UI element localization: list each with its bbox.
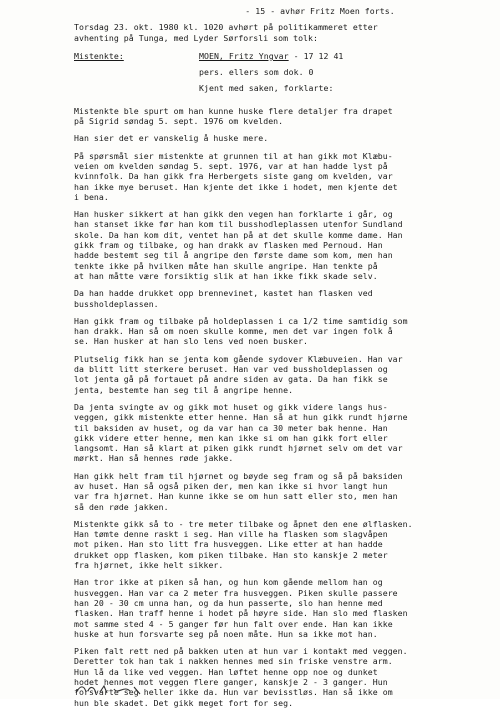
paragraph: Da han hadde drukket opp brennevinet, kastet han flasken ved bussholdeplassen. — [74, 288, 373, 309]
suspect-label: Mistenkte: — [74, 50, 124, 61]
signature-mark — [74, 683, 194, 697]
paragraph: Han husker sikkert at han gikk den vegen han forklarte i går, og han stanset ikke før han kom til busshodleplassen utenfor Sundland skole. Da han kom dit, ventet han på at det skulle komme dame. Han gikk fram og tilbake, og han drakk av flasken med Pernoud. Han hadde bestemt seg til å angripe den første dame som kom, men han tenkte ikke på hvilken måte han skulle angripe. Han tenkte på at han måtte være forsiktig slik at han ikke fikk skade selv. — [74, 209, 403, 281]
paragraph: Han sier det er vanskelig å huske mere. — [74, 133, 269, 144]
page-header: - 15 - avhør Fritz Moen forts. — [245, 6, 395, 16]
suspect-dob: - 17 12 41 — [288, 50, 344, 61]
suspect-pers: pers. ellers som dok. 0 — [199, 67, 314, 78]
intro-paragraph: Torsdag 23. okt. 1980 kl. 1020 avhørt på politikammeret etter avhenting på Tunga, med Lyder Sørforsli som tolk: — [74, 22, 378, 43]
suspect-known: Kjent med saken, forklarte: — [199, 83, 334, 94]
suspect-name-line — [199, 51, 343, 61]
paragraph: Mistenkte ble spurt om han kunne huske flere detaljer fra drapet på Sigrid søndag 5. sept. 1976 om kvelden. — [74, 105, 393, 127]
suspect-details — [199, 51, 343, 100]
paragraph: Mistenkte gikk så to - tre meter tilbake og åpnet den ene ølflasken. Han tømte denne raskt i seg. Han ville ha flasken som slagvåpen mot piken. Han sto litt fra husveggen. Like etter at han hadde drukket opp flasken, kom piken tilbake. Han sto kanskje 2 meter fra hjørnet, ikke helt sikker. — [74, 518, 413, 571]
paragraph: Plutselig fikk han se jenta kom gående sydover Klæbuveien. Han var da blitt litt sterkere beruset. Han var ved bussholdeplassen og lot jenta gå på fortauet på andre siden av gata. Da han fikk se jenta, bestemte han seg til å angripe henne. — [74, 353, 403, 395]
paragraph: På spørsmål sier mistenkte at grunnen til at han gikk mot Klæbu- veien om kvelden søndag 5. sept. 1976, var at han hadde lyst på kvinnfolk. Da han gikk fra Herbergets siste gang om kvelden, var han ikke mye beruset. Han kjente det ikke i hodet, men kjente det i bena. — [74, 150, 398, 202]
suspect-block — [74, 51, 486, 100]
paragraph: Han gikk fram og tilbake på holdeplassen i ca 1/2 time samtidig som han drakk. Han så om noen skulle komme, men det var ingen folk å se. Han husker at han slo lens ved noen busker. — [74, 315, 408, 347]
paragraph: Han gikk helt fram til hjørnet og bøyde seg fram og så på baksiden av huset. Han så også piken der, men kan ikke si hvor langt hun var fra hjørnet. Han kunne ikke se om hun satt eller sto, men han så den røde jakken. — [74, 470, 403, 512]
suspect-name: MOEN, Fritz Yngvar — [199, 50, 289, 61]
paragraph: Han tror ikke at piken så han, og hun kom gående mellom han og husveggen. Han var ca 2 meter fra husveggen. Piken skulle passere han 20 - 30 cm unna han, og da hun passerte, slo han henne med flasken. Han traff henne i hodet på høyre side. Han slo med flasken mot samme sted 4 - 5 ganger før hun falt over ende. Han kan ikke huske at hun forsvarte seg på noen måte. Hun sa ikke mot han. — [74, 577, 408, 639]
paragraph: Piken falt rett ned på bakken uten at hun var i kontakt med veggen. Deretter tok han tak i nakken hennes med sin friske venstre arm. Hun lå da like ved veggen. Han løftet henne opp noe og dunket hodet hennes mot veggen flere ganger, kanskje 2 - 3 ganger. Hun forsvarte seg heller ikke da. Hun var bevisstløs. Han så ikke om hun ble skadet. Det gikk meget fort for seg. — [74, 646, 408, 708]
paragraph: Da jenta svingte av og gikk mot huset og gikk videre langs hus- veggen, gikk mistenkte etter henne. Han så at hun gikk rundt hjørne til baksiden av huset, og da var han ca 30 meter bak henne. Han gikk videre etter henne, men kan ikke si om han gikk fort eller langsomt. Han så klart at piken gikk rundt hjørnet selv om det var mørkt. Han så hennes røde jakke. — [74, 401, 408, 464]
